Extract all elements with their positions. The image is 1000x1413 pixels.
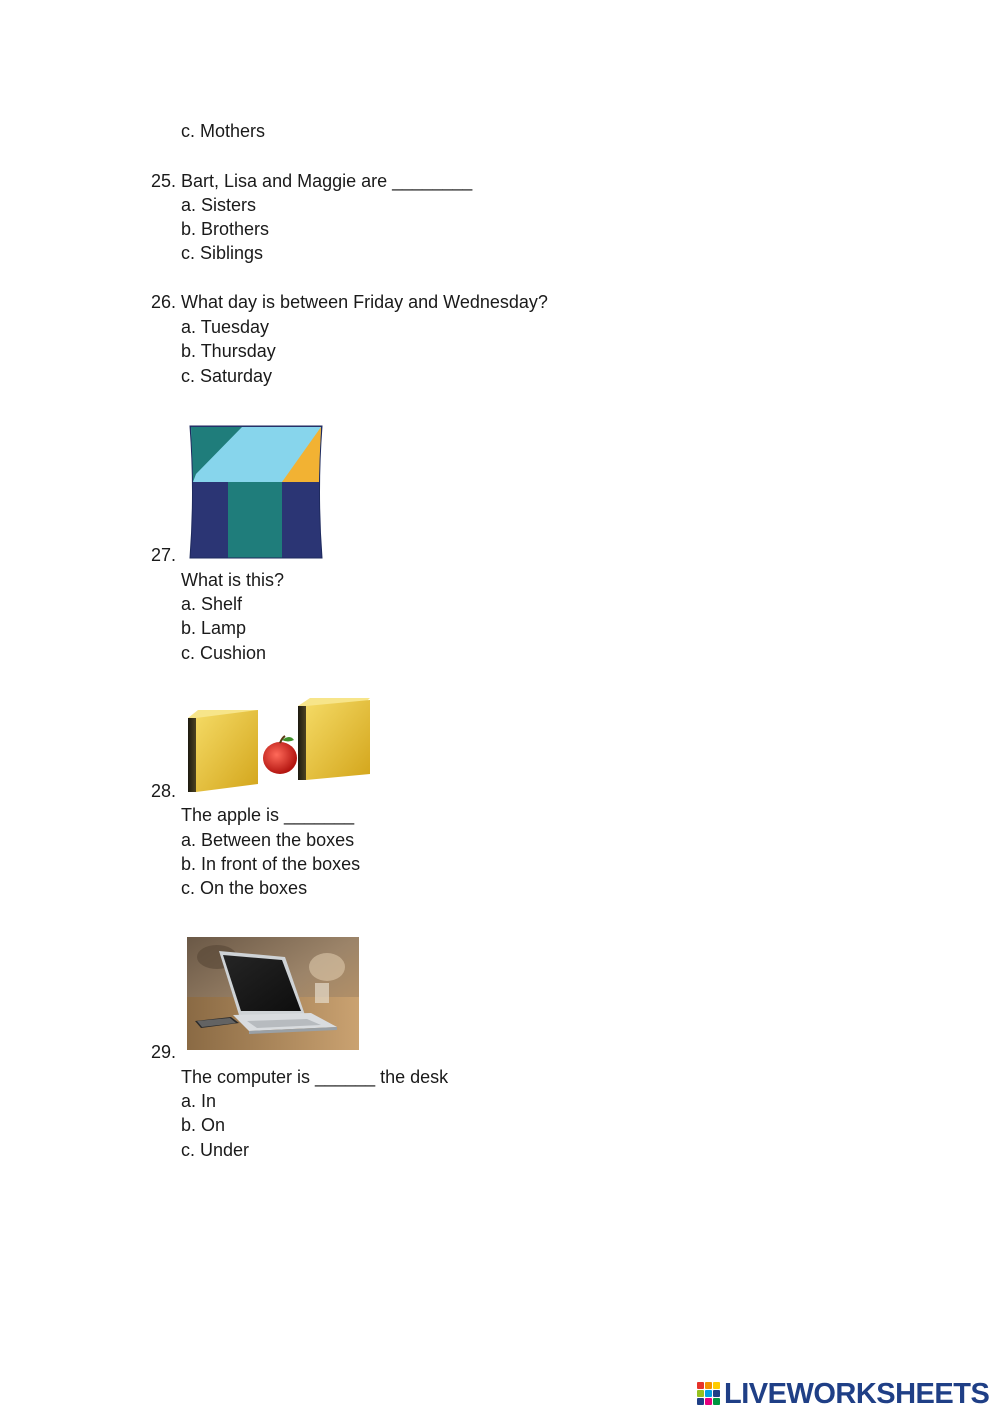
liveworksheets-logo-text: LIVEWORKSHEETS: [724, 1378, 990, 1410]
question-29-option-c: c. Under: [181, 1140, 250, 1160]
question-29-option-b: b. On: [181, 1115, 226, 1135]
laptop-image: [187, 937, 359, 1050]
question-25-prompt: 25. Bart, Lisa and Maggie are ________: [151, 171, 473, 191]
question-27-number: 27.: [151, 545, 177, 565]
boxes-apple-image: [186, 696, 372, 794]
question-27-prompt: What is this?: [181, 570, 285, 590]
question-25-option-b: b. Brothers: [181, 219, 270, 239]
question-27-option-a: a. Shelf: [181, 594, 243, 614]
question-27-option-b: b. Lamp: [181, 618, 247, 638]
question-26-option-b: b. Thursday: [181, 341, 276, 361]
question-29-number: 29.: [151, 1042, 177, 1062]
question-28-option-c: c. On the boxes: [181, 878, 308, 898]
prev-question-option-c: c. Mothers: [181, 121, 266, 141]
question-29-prompt: The computer is ______ the desk: [181, 1067, 449, 1087]
question-25-option-a: a. Sisters: [181, 195, 257, 215]
question-28-option-b: b. In front of the boxes: [181, 854, 361, 874]
liveworksheets-logo: [697, 1378, 989, 1410]
question-29-option-a: a. In: [181, 1091, 217, 1111]
cushion-image: [186, 424, 324, 560]
question-28-number: 28.: [151, 781, 177, 801]
question-28-option-a: a. Between the boxes: [181, 830, 355, 850]
question-26-prompt: 26. What day is between Friday and Wednesday?: [151, 292, 548, 312]
question-27-option-c: c. Cushion: [181, 643, 267, 663]
question-26-option-c: c. Saturday: [181, 366, 273, 386]
question-28-prompt: The apple is _______: [181, 805, 355, 825]
liveworksheets-logo-icon: [697, 1382, 721, 1406]
question-26-option-a: a. Tuesday: [181, 317, 270, 337]
question-25-option-c: c. Siblings: [181, 243, 264, 263]
